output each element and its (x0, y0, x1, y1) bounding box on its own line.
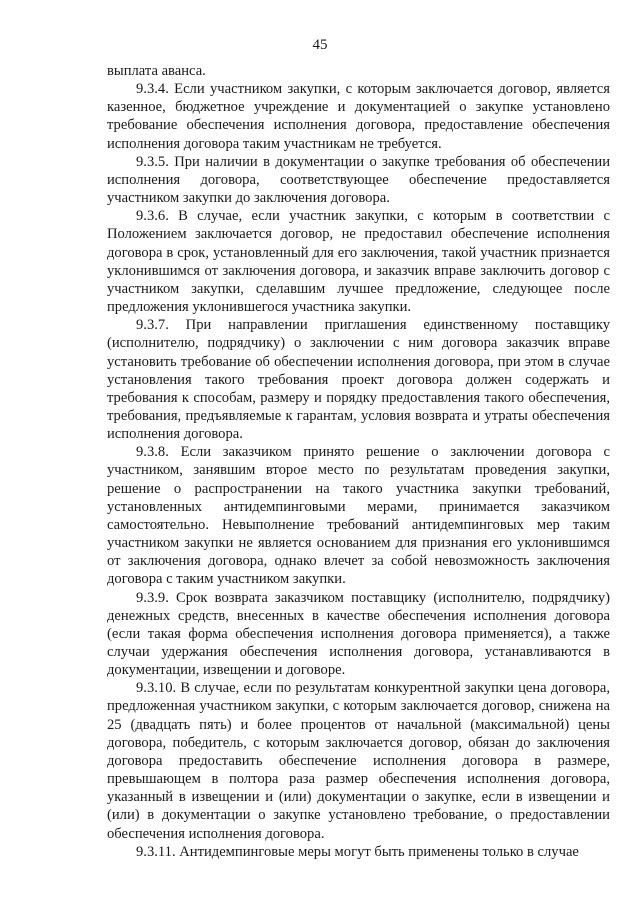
paragraph-9-3-5: 9.3.5. При наличии в документации о закупке требования об обеспечении исполнения договора, соответствующее обеспечение предоставляется участником закупки до заключения договора. (107, 153, 610, 207)
paragraph-9-3-9: 9.3.9. Срок возврата заказчиком поставщику (исполнителю, подрядчику) денежных средств, внесенных в качестве обеспечения исполнения договора (если такая форма обеспечения исполнения договора применяется), а также случаи удержания обеспечения исполнения договора, устанавливаются в документации, извещении и договоре. (107, 589, 610, 679)
paragraph-9-3-10: 9.3.10. В случае, если по результатам конкурентной закупки цена договора, предложенная участником закупки, с которым заключается договор, снижена на 25 (двадцать пять) и более процентов от начальной (максимальной) цены договора, победитель, с которым заключается договор, обязан до заключения договора предоставить обеспечение исполнения договора в размере, превышающем в полтора раза размер обеспечения исполнения договора, указанный в извещении и (или) документации о закупке, если в извещении и (или) в документации о закупке установлено требование, о предоставлении обеспечения исполнения договора. (107, 680, 610, 842)
paragraph-continuation: выплата аванса. (107, 63, 206, 79)
paragraph-9-3-7: 9.3.7. При направлении приглашения единственному поставщику (исполнителю, подрядчику) о заключении с ним договора заказчик вправе установить требование об обеспечении исполнения договора, при этом в случае установления такого требования проект договора должен содержать и требования к способам, размеру и порядку предоставления такого обеспечения, требования, предъявляемые к гарантам, условия возврата и утраты обеспечения исполнения договора. (107, 317, 610, 443)
paragraph-9-3-6: 9.3.6. В случае, если участник закупки, с которым в соответствии с Положением заключается договор, не предоставил обеспечение исполнения договора в срок, установленный для его заключения, такой участник признается уклонившимся от заключения договора, и заказчик вправе заключить договор с участником закупки, сделавшим лучшее предложение, следующее после предложения уклонившегося участника закупки. (107, 208, 610, 316)
paragraph-9-3-4: 9.3.4. Если участником закупки, с которым заключается договор, является казенное, бюджетное учреждение и документацией о закупке установлено требование обеспечения исполнения договора, предоставление обеспечения исполнения договора таким участникам не требуется. (107, 81, 610, 152)
paragraph-9-3-8: 9.3.8. Если заказчиком принято решение о заключении договора с участником, занявшим второе место по результатам проведения закупки, решение о распространении на такого участника закупки требований, установленных антидемпинговыми мерами, принимается заказчиком самостоятельно. Невыполнение требований антидемпинговых мер таким участником закупки не является основанием для признания его уклонившимся от заключения договора, однако влечет за собой невозможность заключения договора с таким участником закупки. (107, 444, 610, 588)
paragraph-9-3-11: 9.3.11. Антидемпинговые меры могут быть применены только в случае (136, 843, 579, 860)
page-number: 45 (312, 37, 328, 53)
document-body (107, 62, 610, 861)
